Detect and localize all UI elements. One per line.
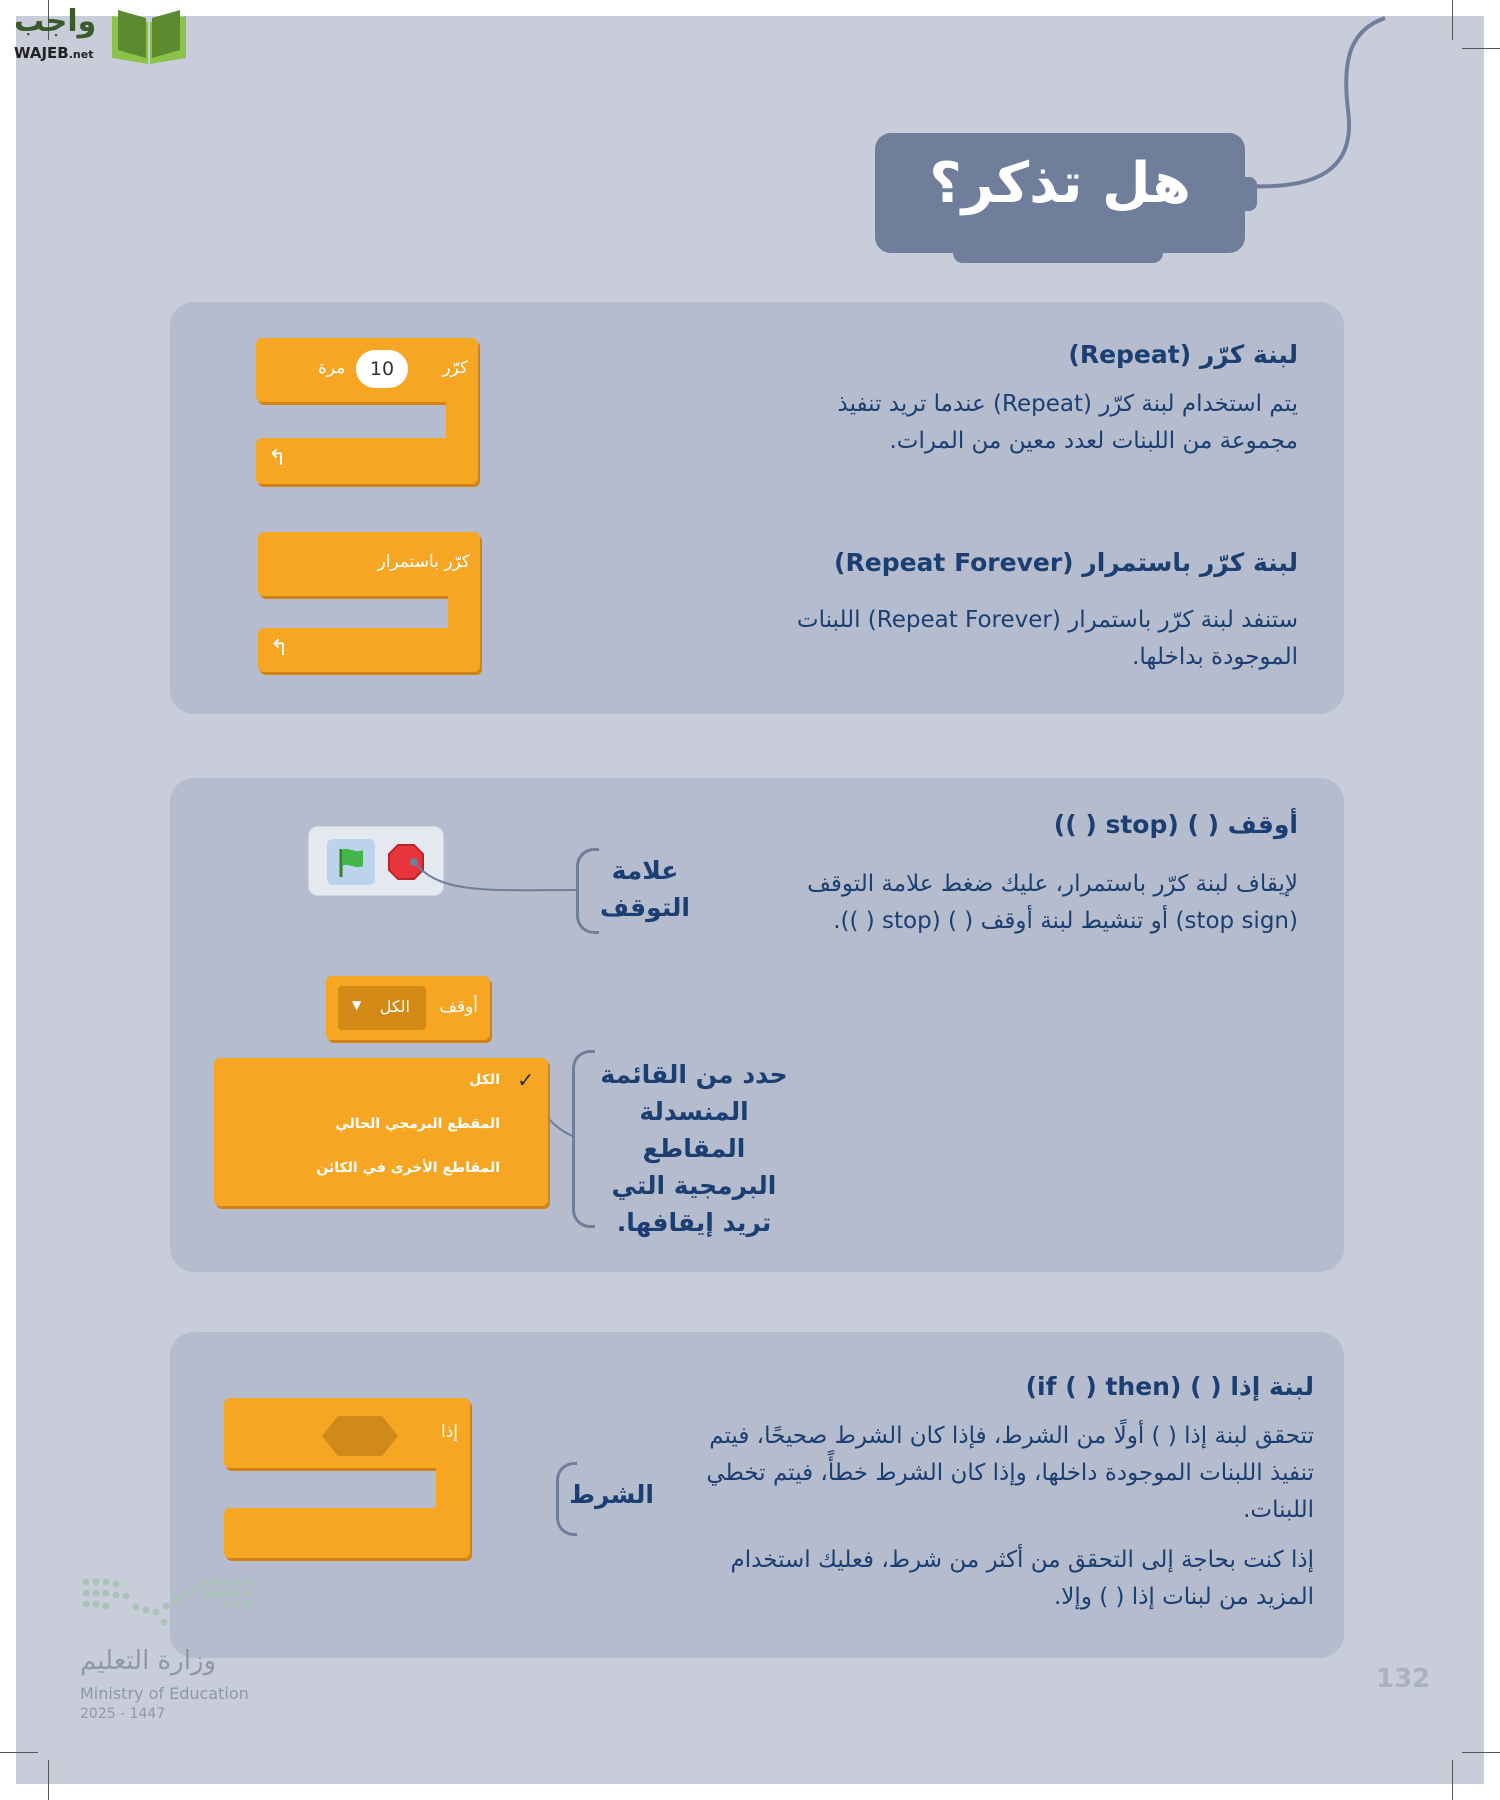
repeat-label: كرّر <box>442 358 468 378</box>
bracket <box>572 1050 595 1228</box>
stop-dropdown[interactable] <box>338 986 426 1030</box>
logo-suffix: .net <box>68 48 94 61</box>
condition-callout: الشرط <box>569 1480 654 1509</box>
repeat-body: يتم استخدام لبنة كرّر (Repeat) عندما تريد تنفيذ مجموعة من اللبنات لعدد معين من المرات. <box>837 391 1298 454</box>
repeat-unit: مرة <box>318 358 346 378</box>
condition-slot[interactable] <box>320 1414 400 1458</box>
stop-heading: أوقف ( ) (stop ( )) <box>1053 810 1298 839</box>
stop-block <box>326 976 490 1040</box>
logo-latin: WAJEB <box>14 44 69 62</box>
ministry-english: Ministry of Education <box>80 1684 249 1703</box>
repeat-heading: لبنة كرّر (Repeat) <box>1068 340 1298 369</box>
page-title: هل تذكر؟ <box>929 151 1191 216</box>
ministry-year: 2025 - 1447 <box>80 1706 166 1722</box>
if-body-1: تتحقق لبنة إذا ( ) أولًا من الشرط، فإذا كان الشرط صحيحًا، فيتم تنفيذ اللبنات الموجودة داخلها، وإذا كان الشرط خطأً، فيتم تخطي اللبنات. <box>706 1423 1314 1523</box>
if-body-2: إذا كنت بحاجة إلى التحقق من أكثر من شرط، فعليك استخدام المزيد من لبنات إذا ( ) وإلا. <box>730 1547 1314 1610</box>
stop-dropdown-menu <box>214 1058 548 1208</box>
forever-label: كرّر باستمرار <box>377 552 470 572</box>
stop-dropdown-value: الكل <box>379 997 410 1016</box>
chevron-down-icon: ▼ <box>352 998 362 1012</box>
stop-sign-callout: علامة التوقف <box>600 856 690 922</box>
dropdown-callout: حدد من القائمة المنسدلة المقاطع البرمجية التي تريد إيقافها. <box>600 1060 788 1237</box>
stop-label: أوقف <box>439 997 478 1017</box>
ministry-dots-icon <box>80 1576 256 1638</box>
if-label: إذا <box>440 1422 458 1442</box>
repeat-count-input[interactable]: 10 <box>356 350 408 388</box>
loop-arrow-icon: ↰ <box>268 446 287 471</box>
stop-body: لإيقاف لبنة كرّر باستمرار، عليك ضغط علامة التوقف (stop sign) أو تنشيط لبنة أوقف ( ) (stop ( )). <box>807 871 1298 934</box>
forever-body: ستنفد لبنة كرّر باستمرار (Repeat Forever) اللبنات الموجودة بداخلها. <box>796 607 1298 670</box>
ministry-arabic: وزارة التعليم <box>80 1646 217 1676</box>
if-block <box>224 1398 470 1562</box>
menu-item-all[interactable]: الكل <box>469 1072 500 1088</box>
logo-arabic: واجب <box>14 4 97 39</box>
loop-arrow-icon: ↰ <box>270 636 289 661</box>
forever-heading: لبنة كرّر باستمرار (Repeat Forever) <box>834 548 1298 577</box>
check-icon: ✓ <box>517 1068 534 1092</box>
menu-item-this-script[interactable]: المقطع البرمجي الحالي <box>335 1116 500 1132</box>
page-number: 132 <box>1376 1664 1431 1694</box>
if-heading: لبنة إذا ( ) (if ( ) then) <box>1025 1372 1314 1401</box>
menu-item-other-scripts[interactable]: المقاطع الأخرى في الكائن <box>316 1160 500 1176</box>
